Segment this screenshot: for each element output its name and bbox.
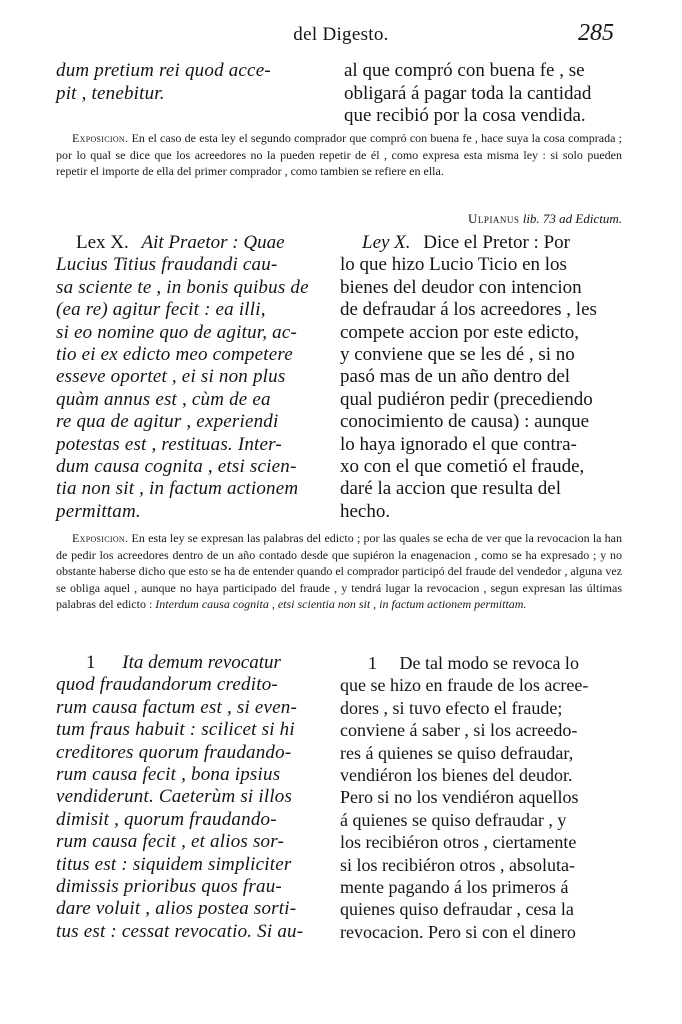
exposicion-note-2	[56, 530, 622, 613]
exposicion-quote: Interdum causa cognita , etsi scientia non sit , in factum actionem permittam.	[155, 597, 527, 612]
section-number: 1	[368, 653, 377, 673]
exposicion-label: Exposicion.	[72, 531, 129, 545]
lex-x-latin	[56, 232, 322, 523]
lex-x-heading: Lex X.	[76, 232, 129, 253]
section-number: 1	[86, 652, 96, 673]
spanish-continuation: al que compró con buena fe , se obligará á pagar toda la cantidad que recibió por la cosa vendida.	[344, 60, 592, 126]
source-attribution	[468, 211, 622, 227]
ley-x-spanish-body: lo que hizo Lucio Ticio en los bienes del deudor con intencion de defraudar á los acreedores , les compete accion por este edicto, y conviene que se les dé , si no pasó mas de un año dentro del qual pudiéron pedir (precediendo conocimiento de causa) : aunque lo haya ignorado el que contra- xo con el que cometió el fraude, daré la accion que resulta del hecho.	[340, 254, 597, 522]
exposicion-text: En esta ley se expresan las palabras del edicto ; por las quales se echa de ver que la revocacion la han de pedir los acreedores dentro de un año contado desde que supiéron la enagenacion , como se ha expresado ; y no obstante haberse dicho que esto se ha de entender quando el comprador participó del fraude del vendedor , alguna vez se obliga aquel , aunque no haya participado del fraude , y tendrá lugar la revocacion , segun expresan las últimas palabras del edicto :	[56, 531, 623, 612]
exposicion-text: En el caso de esta ley el segundo comprador que compró con buena fe , hace suya la cosa comprada ; por lo qual se dice que los acreedores no la pueden repetir de él , como expresa esta misma ley : si solo pueden repetir el importe de ella del primer comprador , como tambien se refiere en ella.	[56, 131, 622, 179]
source-reference: lib. 73 ad Edictum.	[522, 211, 622, 226]
section-1-latin-body: quod fraudandorum credito- rum causa factum est , si even- tum fraus habuit : scilicet si hi creditores quorum fraudando- rum causa fecit , bona ipsius vendiderunt. Caeterùm si illos dimisit , quorum fraudando- rum causa fecit , et alios sor- titus est : siquidem simpliciter dimissis prioribus quos frau- dare voluit , alios postea sorti- tus est : cessat revocatio. Si au-	[56, 674, 304, 942]
section-1-latin	[56, 652, 322, 943]
ley-x-spanish	[340, 232, 620, 523]
ley-x-spanish-first: Dice el Pretor : Por	[423, 232, 570, 253]
section-1-spanish	[340, 652, 625, 943]
exposicion-note-1	[56, 130, 622, 180]
section-1-latin-first: Ita demum revocatur	[122, 652, 281, 673]
lex-x-latin-body: Lucius Titius fraudandi cau- sa sciente te , in bonis quibus de (ea re) agitur fecit : ea illi, si eo nomine quo de agitur, ac- tio ei ex edicto meo competere esseve oportet , ei si non plus quàm annus est , cùm de ea re qua de agitur , experiendi potestas est , restituas. Inter- dum causa cognita , etsi scien- tia non sit , in factum actionem permittam.	[56, 254, 309, 522]
exposicion-label: Exposicion.	[72, 131, 129, 145]
section-1-spanish-body: que se hizo en fraude de los acree- dores , si tuvo efecto el fraude; conviene á saber , si los acreedo- res á quienes se quiso defraudar, vendiéron los bienes del deudor. Pero si no los vendiéron aquellos á quienes se quiso defraudar , y los recibiéron otros , ciertamente si los recibiéron otros , absoluta- mente pagando á los primeros á quienes quiso defraudar , cesa la revocacion. Pero si con el dinero	[340, 675, 589, 942]
ley-x-heading: Ley X.	[362, 232, 411, 253]
jurist-name: Ulpianus	[468, 211, 520, 226]
latin-continuation: dum pretium rei quod acce- pit , tenebitur.	[56, 60, 271, 104]
running-title: del Digesto.	[293, 24, 389, 45]
section-1-spanish-first: De tal modo se revoca lo	[399, 653, 579, 673]
lex-x-latin-first: Ait Praetor : Quae	[141, 232, 285, 253]
page-number: 285	[578, 20, 614, 46]
